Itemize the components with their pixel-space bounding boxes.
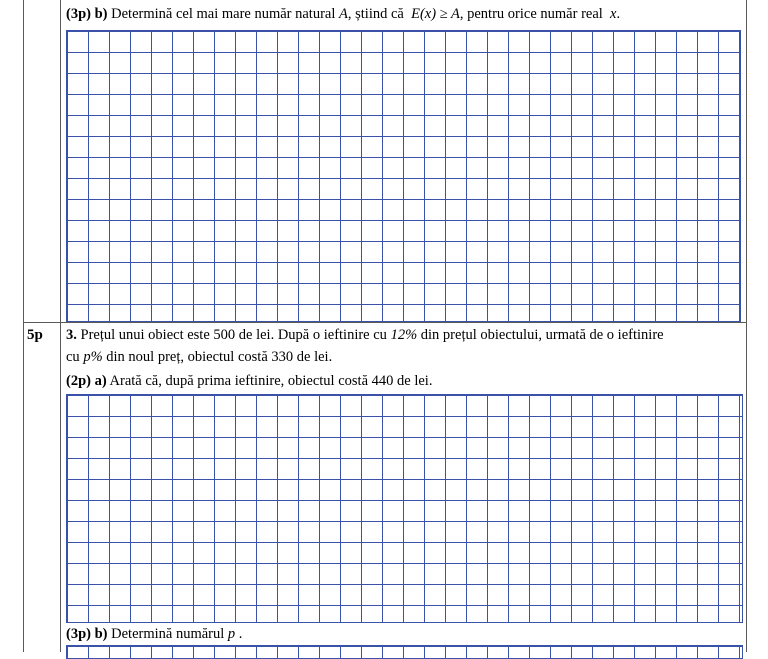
task-points: (3p) <box>66 6 91 22</box>
table-border-left <box>23 0 24 652</box>
table-column-divider <box>60 0 61 652</box>
problem-text: din prețul obiectului, urmată de o ieftinire <box>420 327 664 343</box>
task-a-statement <box>66 372 432 390</box>
problem-3-line-2 <box>66 348 332 366</box>
problem-text: din noul preț, obiectul costă <box>106 349 268 365</box>
math-variable: A <box>339 6 348 22</box>
math-variable: p% <box>83 349 103 365</box>
task-text: , știind că <box>347 6 404 22</box>
math-variable: p <box>227 626 236 642</box>
problem-text: de lei. După o ieftinire cu <box>238 327 387 343</box>
task-text: Arată că, după prima ieftinire, obiectul costă <box>109 373 369 389</box>
problem-value: 330 <box>271 349 294 365</box>
task-text: . <box>238 626 243 642</box>
problem-text: de lei. <box>296 349 333 365</box>
problem-value: 12% <box>390 327 418 343</box>
problem-points-label: 5p <box>27 327 43 343</box>
answer-grid-1[interactable] <box>66 30 741 322</box>
problem-value: 500 <box>213 327 236 343</box>
task-letter: a) <box>94 373 107 389</box>
task-letter: b) <box>94 6 108 22</box>
task-points: (3p) <box>66 626 91 642</box>
answer-grid-2[interactable] <box>66 394 743 623</box>
math-expression: E(x) ≥ A <box>411 6 460 22</box>
problem-number: 3. <box>66 327 77 343</box>
task-text: , pentru orice număr real <box>459 6 603 22</box>
problem-text: Prețul unui obiect este <box>80 327 210 343</box>
table-border-right <box>746 0 747 652</box>
math-variable: x <box>610 6 617 22</box>
task-b-statement-1 <box>66 5 620 23</box>
task-letter: b) <box>94 626 108 642</box>
task-value: 440 <box>371 373 394 389</box>
problem-text: cu <box>66 349 80 365</box>
table-row-separator <box>23 322 747 323</box>
answer-grid-3[interactable] <box>66 645 743 659</box>
task-text: Determină numărul <box>111 626 225 642</box>
problem-3-line-1 <box>66 326 664 344</box>
task-text: de lei. <box>397 373 433 389</box>
task-b-statement-2 <box>66 625 242 643</box>
task-points: (2p) <box>66 373 91 389</box>
task-text: Determină cel mai mare număr natural <box>111 6 336 22</box>
task-text: . <box>616 6 621 22</box>
